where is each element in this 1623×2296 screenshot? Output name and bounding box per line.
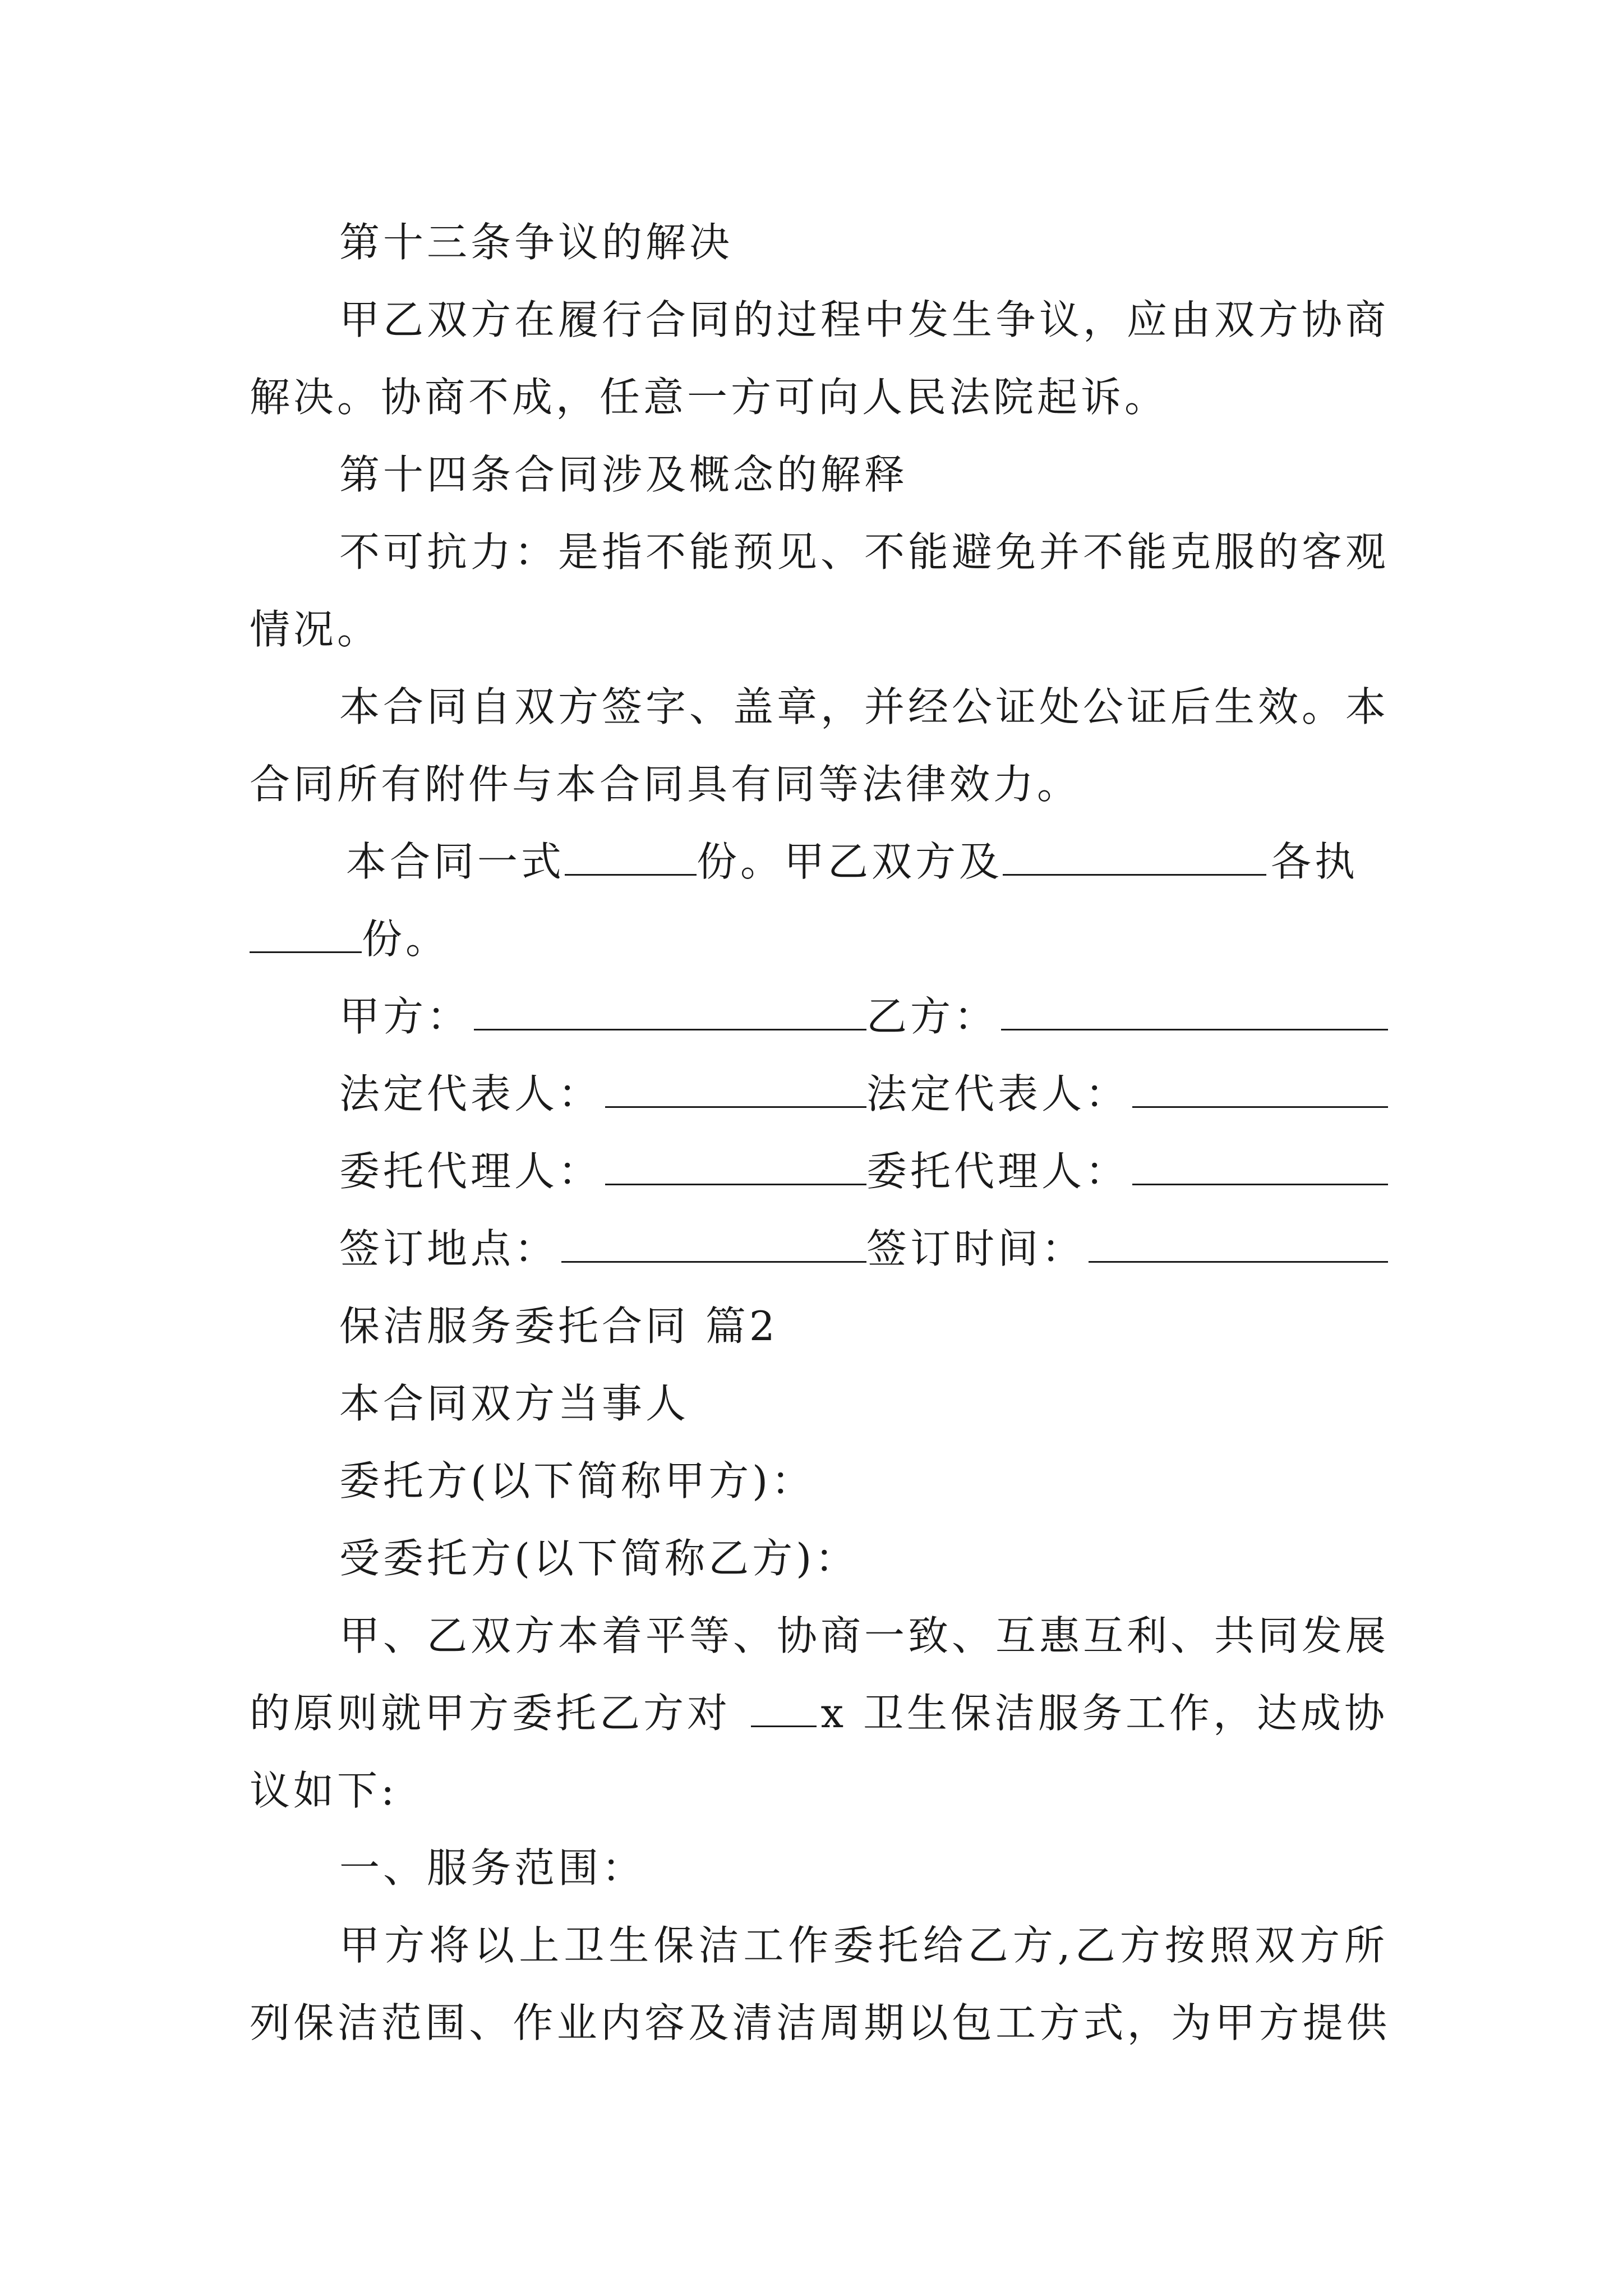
copies-text: 份。甲乙双方及 (697, 838, 1003, 885)
signing-place (339, 1222, 866, 1276)
service-location-blank (751, 1686, 816, 1727)
effectiveness-line: 本合同自双方签字、盖章，并经公证处公证后生效。本 (339, 683, 1390, 730)
section-2-heading: 保洁服务委托合同 篇2 (339, 1303, 778, 1350)
article-13-title: 第十三条争议的解决 (339, 219, 734, 266)
client-line: 委托方(以下简称甲方)： (339, 1457, 815, 1504)
parties-heading: 本合同双方当事人 (339, 1380, 690, 1427)
legal-rep-b-blank (1132, 1068, 1388, 1108)
contractor-line: 受委托方(以下简称乙方)： (339, 1535, 859, 1582)
party-b-label: 乙方： (866, 993, 998, 1040)
force-majeure-line: 情况。 (250, 606, 381, 653)
copies-count-blank (565, 835, 697, 876)
intro-line (250, 1686, 1388, 1740)
agent-a-signature (339, 1144, 866, 1198)
copies-line (339, 835, 1388, 889)
article-13-paragraph-line: 甲乙双方在履行合同的过程中发生争议，应由双方协商 (339, 296, 1390, 343)
signing-place-label: 签订地点： (339, 1225, 559, 1272)
intro-line: 议如下: (250, 1767, 398, 1814)
intro-text: x 卫生保洁服务工作，达成协 (820, 1690, 1388, 1737)
agent-a-label: 委托代理人： (339, 1148, 602, 1195)
agent-a-blank (605, 1145, 866, 1185)
party-a-label: 甲方： (339, 993, 471, 1040)
signing-place-blank (561, 1223, 866, 1263)
agent-b-blank (1132, 1145, 1388, 1185)
copies-text: 本合同一式 (346, 838, 565, 885)
intro-text: 的原则就甲方委托乙方对 (250, 1690, 731, 1737)
signing-time-label: 签订时间： (866, 1225, 1086, 1272)
article-13-paragraph-line: 解决。协商不成，任意一方可向人民法院起诉。 (250, 374, 1169, 421)
legal-rep-a-blank (605, 1068, 866, 1108)
copies-text: 份。 (362, 915, 450, 963)
signing-time-blank (1089, 1223, 1388, 1263)
copies-holders-blank (1003, 835, 1266, 876)
effectiveness-line: 合同所有附件与本合同具有同等法律效力。 (250, 761, 1081, 808)
article-14-title: 第十四条合同涉及概念的解释 (339, 451, 909, 498)
scope-title: 一、服务范围： (339, 1844, 646, 1892)
legal-rep-a-signature (339, 1067, 866, 1121)
intro-line: 甲、乙双方本着平等、协商一致、互惠互利、共同发展 (339, 1612, 1390, 1659)
scope-line: 甲方将以上卫生保洁工作委托给乙方,乙方按照双方所 (339, 1922, 1388, 1969)
copies-line (250, 912, 1388, 966)
signing-time (866, 1222, 1388, 1276)
legal-rep-b-signature (866, 1067, 1388, 1121)
legal-rep-b-label: 法定代表人： (866, 1070, 1129, 1117)
party-a-signature (339, 990, 866, 1043)
copies-each-blank (250, 912, 362, 953)
agent-b-signature (866, 1144, 1388, 1198)
agent-b-label: 委托代理人： (866, 1148, 1129, 1195)
force-majeure-line: 不可抗力：是指不能预见、不能避免并不能克服的客观 (339, 528, 1390, 576)
copies-text: 各执 (1271, 838, 1359, 885)
scope-line: 列保洁范围、作业内容及清洁周期以包工方式，为甲方提供 (250, 1999, 1388, 2046)
party-a-blank (474, 991, 866, 1030)
party-b-signature (866, 990, 1388, 1043)
legal-rep-a-label: 法定代表人： (339, 1070, 602, 1117)
party-b-blank (1001, 991, 1388, 1030)
